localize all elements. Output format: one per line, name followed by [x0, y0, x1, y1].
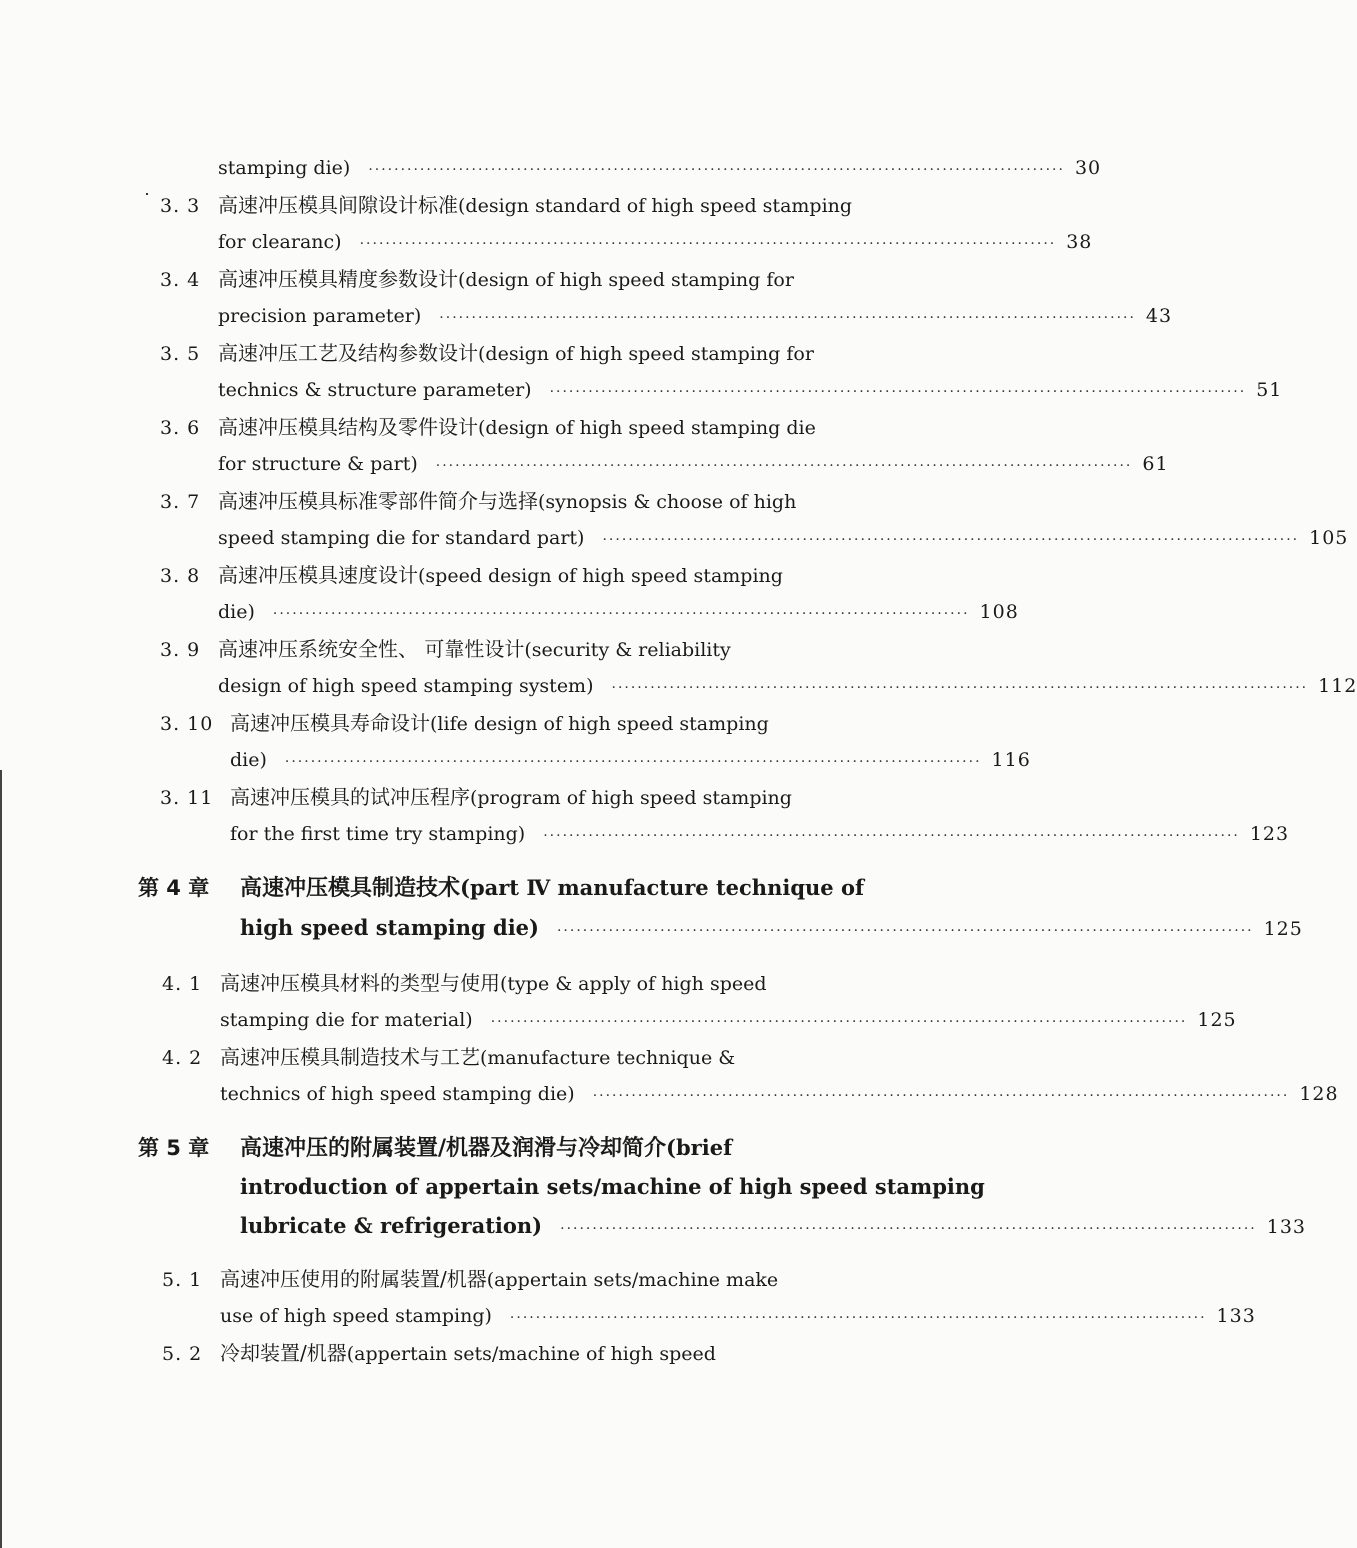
toc-entry-line2: speed stamping die for standard part) ············································································································ 105 [218, 526, 936, 552]
section-number: 5. 1 [162, 1269, 203, 1291]
chapter-title-line2: high speed stamping die) ············································································································ 125 [240, 914, 936, 945]
toc-entry-line2: for clearanc) ············································································································ 38 [218, 230, 936, 256]
leader-dots: ············································································································ [611, 680, 1309, 696]
leader-dots: ············································································································ [359, 236, 1057, 252]
section-number: 3. 6 [160, 417, 201, 439]
chapter-title-line3: lubricate & refrigeration) ············································································································ 133 [240, 1212, 936, 1243]
toc-entry-line2: technics & structure parameter) ············································································································ 51 [218, 378, 936, 404]
toc-entry-line2: technics of high speed stamping die) ············································································································ 128 [220, 1082, 936, 1108]
section-number: 3. 11 [160, 787, 214, 809]
leader-dots: ············································································································ [490, 1014, 1188, 1030]
section-number: 3. 10 [160, 713, 214, 735]
page-number: 128 [1299, 1083, 1339, 1105]
toc-entry-continuation: stamping die) ············································································································ 30 [218, 156, 936, 182]
section-number: 3. 3 [160, 195, 201, 217]
chapter-label: 第 5 章 [138, 1136, 210, 1160]
toc-entry-line2: for the first time try stamping) ············································································································ 123 [230, 822, 936, 848]
toc-entry-title: 高速冲压模具寿命设计(life design of high speed stamping [230, 711, 769, 735]
toc-entry-title: 高速冲压模具的试冲压程序(program of high speed stamping [230, 785, 792, 809]
section-number: 3. 9 [160, 639, 201, 661]
page-number: 112 [1318, 675, 1357, 697]
toc-entry-title: 高速冲压系统安全性、 可靠性设计(security & reliability [218, 637, 731, 661]
leader-dots: ············································································································ [509, 1310, 1207, 1326]
page-number: 125 [1263, 918, 1303, 940]
chapter-title: 高速冲压的附属装置/机器及润滑与冷却简介(brief [240, 1135, 733, 1161]
leader-dots: ············································································································ [439, 310, 1136, 326]
page-number: 123 [1249, 823, 1290, 845]
toc-entry-title: 高速冲压模具间隙设计标准(design standard of high speed stamping [218, 193, 853, 217]
toc-entry-line2: for structure & part) ············································································································ 61 [218, 452, 936, 478]
toc-entry-title: 高速冲压模具结构及零件设计(design of high speed stamping die [218, 415, 816, 439]
page-number: 108 [979, 601, 1019, 623]
page-number: 38 [1066, 231, 1093, 253]
leader-dots: ············································································································ [435, 458, 1133, 474]
page-edge-shadow [0, 770, 2, 1548]
page-number: 51 [1256, 379, 1283, 401]
leader-dots: ············································································································ [272, 606, 970, 622]
toc-entry-line2: precision parameter) ············································································································ 43 [218, 304, 936, 330]
toc-entry-line2: die) ············································································································ 108 [218, 600, 936, 626]
section-number: 3. 5 [160, 343, 201, 365]
toc-entry-line2: design of high speed stamping system) ············································································································ 112 [218, 674, 936, 700]
toc-entry-title: 冷却装置/机器(appertain sets/machine of high speed [220, 1341, 716, 1365]
toc-entry-title: 高速冲压模具精度参数设计(design of high speed stamping for [218, 267, 794, 291]
toc-entry-line2: stamping die for material) ············································································································ 125 [220, 1008, 936, 1034]
toc-entry-title: 高速冲压工艺及结构参数设计(design of high speed stamping for [218, 341, 814, 365]
toc-entry-line2: use of high speed stamping) ············································································································ 133 [220, 1304, 936, 1330]
chapter-title-line2: introduction of appertain sets/machine of high speed stamping [240, 1174, 985, 1199]
toc-entry-line2: die) ············································································································ 116 [230, 748, 936, 774]
leader-dots: ············································································································ [549, 384, 1247, 400]
page-number: 43 [1145, 305, 1173, 327]
leader-dots: ············································································································ [602, 532, 1300, 548]
page-number: 105 [1309, 527, 1349, 549]
page-number: 30 [1074, 157, 1102, 179]
section-number: 5. 2 [162, 1343, 203, 1365]
section-number: 3. 8 [160, 565, 201, 587]
leader-dots: ············································································································ [368, 162, 1065, 178]
page-number: 116 [991, 749, 1031, 771]
toc-entry-title: 高速冲压模具标准零部件简介与选择(synopsis & choose of high [218, 489, 797, 513]
page-number: 61 [1142, 453, 1169, 475]
page-number: 133 [1266, 1216, 1307, 1238]
toc-entry-title: 高速冲压模具制造技术与工艺(manufacture technique & [220, 1045, 736, 1069]
leader-dots: ············································································································ [592, 1088, 1290, 1104]
section-number: 4. 2 [162, 1047, 203, 1069]
chapter-label: 第 4 章 [138, 876, 210, 900]
scan-speck [146, 193, 148, 195]
page-number: 125 [1197, 1009, 1237, 1031]
leader-dots: ············································································································ [543, 828, 1240, 844]
chapter-title: 高速冲压模具制造技术(part Ⅳ manufacture technique of [240, 875, 864, 901]
section-number: 3. 7 [160, 491, 201, 513]
toc-entry-title: 高速冲压模具速度设计(speed design of high speed stamping [218, 563, 783, 587]
leader-dots: ············································································································ [284, 754, 982, 770]
leader-dots: ············································································································ [560, 1221, 1257, 1237]
section-number: 4. 1 [162, 973, 203, 995]
toc-entry-title: 高速冲压使用的附属装置/机器(appertain sets/machine make [220, 1267, 779, 1291]
leader-dots: ············································································································ [556, 923, 1254, 939]
section-number: 3. 4 [160, 269, 201, 291]
toc-entry-title: 高速冲压模具材料的类型与使用(type & apply of high speed [220, 971, 767, 995]
page-number: 133 [1216, 1305, 1256, 1327]
